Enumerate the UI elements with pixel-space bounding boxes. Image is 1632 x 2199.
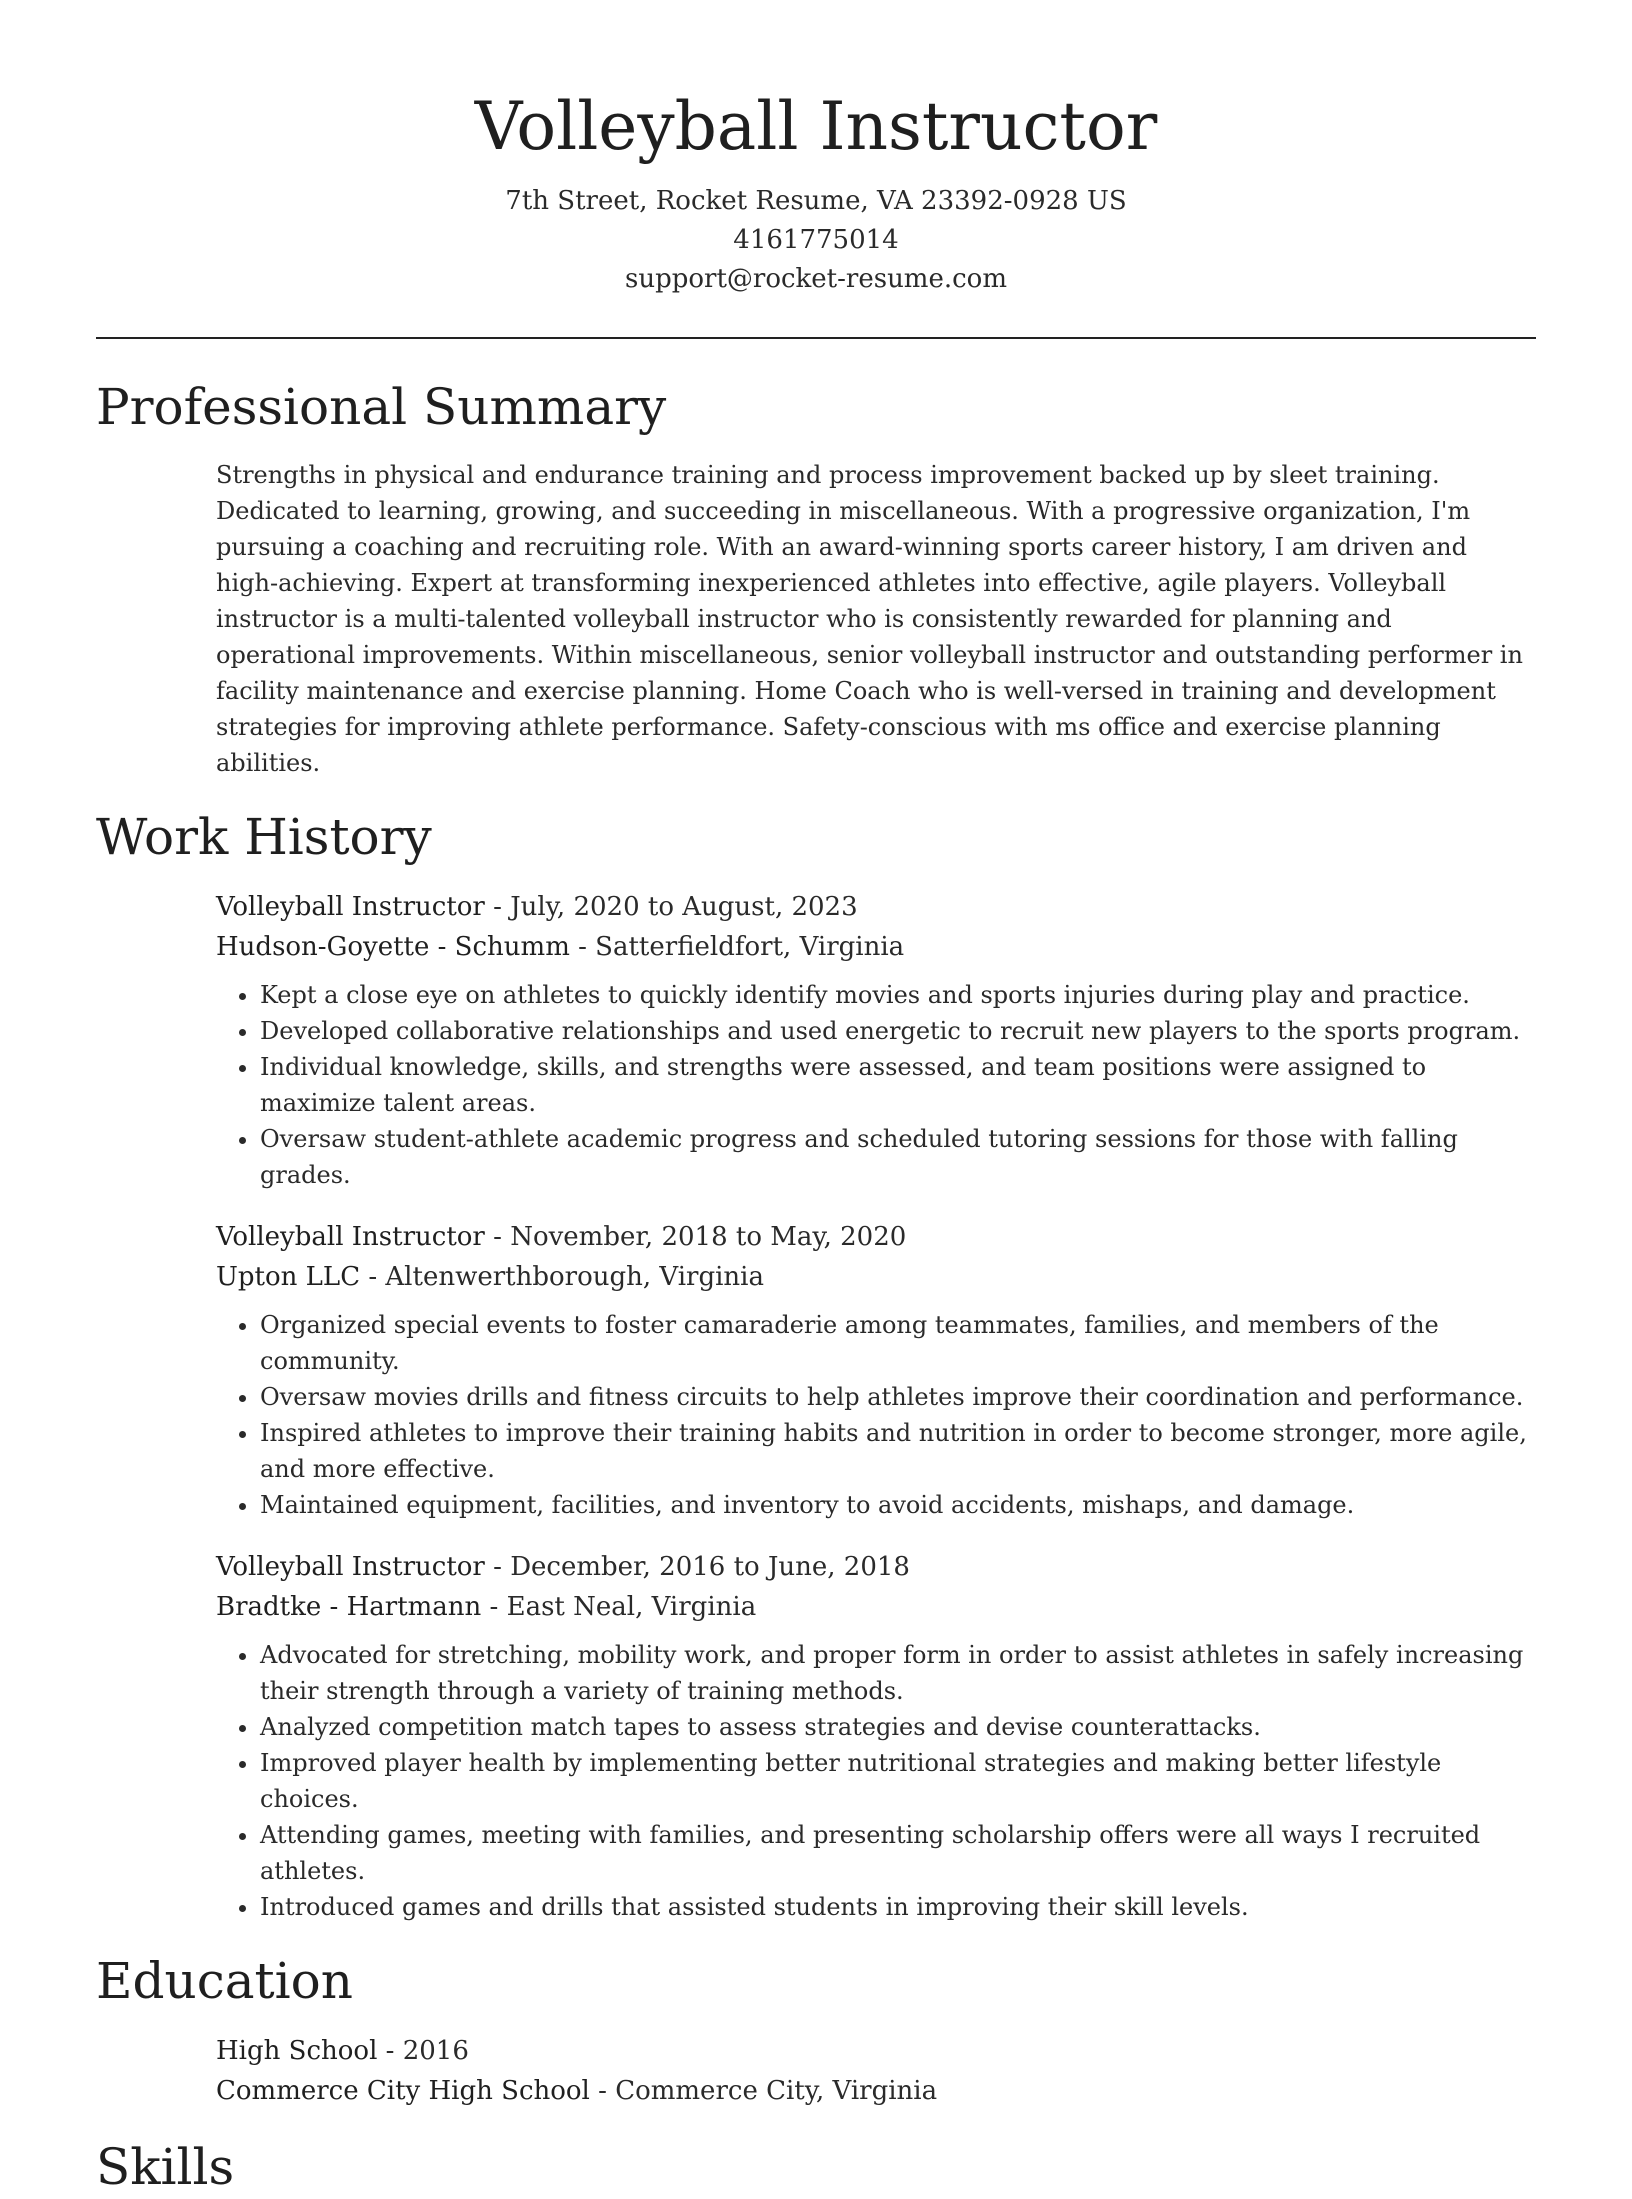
job-company: Hudson-Goyette - Schumm <box>216 932 570 962</box>
job-bullet: • Attending games, meeting with families, and presenting scholarship offers were all ways I recruited athletes. <box>260 1817 1536 1889</box>
job-entry <box>216 1547 1536 1925</box>
job-heading <box>216 1547 1536 1587</box>
resume-header <box>96 0 1536 299</box>
job-bullets <box>216 1637 1536 1925</box>
section-title-skills: Skills <box>96 2138 235 2196</box>
job-bullet: • Developed collaborative relationships and used energetic to recruit new players to the sports program. <box>260 1013 1536 1049</box>
job-bullet: • Improved player health by implementing better nutritional strategies and making better lifestyle choices. <box>260 1745 1536 1817</box>
job-bullet: • Inspired athletes to improve their training habits and nutrition in order to become stronger, more agile, and more effective. <box>260 1415 1536 1487</box>
job-location: - Satterfieldfort, Virginia <box>569 932 905 962</box>
work-history-section <box>96 805 1536 1925</box>
contact-email: support@rocket-resume.com <box>624 264 1007 294</box>
section-title-education: Education <box>96 1952 353 2010</box>
header-divider <box>96 337 1536 339</box>
job-bullet: • Organized special events to foster camaraderie among teammates, families, and members of the community. <box>260 1307 1536 1379</box>
section-title-summary: Professional Summary <box>96 378 667 436</box>
job-position: Volleyball Instructor <box>216 892 485 922</box>
job-entry <box>216 1217 1536 1523</box>
job-heading <box>216 887 1536 927</box>
job-dates: - November, 2018 to May, 2020 <box>484 1222 907 1252</box>
resume-page <box>96 0 1536 2199</box>
job-position: Volleyball Instructor <box>216 1552 485 1582</box>
job-dates: - July, 2020 to August, 2023 <box>484 892 858 922</box>
education-location: - Commerce City, Virginia <box>589 2076 938 2106</box>
job-employer <box>216 1587 1536 1627</box>
job-dates: - December, 2016 to June, 2018 <box>484 1552 910 1582</box>
education-heading <box>216 2031 1536 2071</box>
job-bullet: • Advocated for stretching, mobility work, and proper form in order to assist athletes in safely increasing their strength through a variety of training methods. <box>260 1637 1536 1709</box>
summary-text: Strengths in physical and endurance training and process improvement backed up by sleet training. Dedicated to learning, growing, and succeeding in miscellaneous. With a progressive organization, I'm pursuing a coaching and recruiting role. With an award-winning sports career history, I am driven and high-achieving. Expert at transforming inexperienced athletes into effective, agile players. Volleyball instructor is a multi-talented volleyball instructor who is consistently rewarded for planning and operational improvements. Within miscellaneous, senior volleyball instructor and outstanding performer in facility maintenance and exercise planning. Home Coach who is well-versed in training and development strategies for improving athlete performance. Safety-conscious with ms office and exercise planning abilities. <box>216 461 1523 777</box>
job-employer <box>216 927 1536 967</box>
job-bullet: • Kept a close eye on athletes to quickly identify movies and sports injuries during play and practice. <box>260 977 1536 1013</box>
professional-summary-section <box>96 375 1536 781</box>
job-company: Upton LLC <box>216 1262 361 1292</box>
section-title-work: Work History <box>96 808 432 866</box>
education-degree: High School <box>216 2036 378 2066</box>
education-school-line <box>216 2071 1536 2111</box>
job-bullet: • Individual knowledge, skills, and strengths were assessed, and team positions were assigned to maximize talent areas. <box>260 1049 1536 1121</box>
job-employer <box>216 1257 1536 1297</box>
job-bullets <box>216 1307 1536 1523</box>
education-school: Commerce City High School <box>216 2076 590 2106</box>
job-location: - Altenwerthborough, Virginia <box>360 1262 764 1292</box>
contact-address: 7th Street, Rocket Resume, VA 23392-0928 US <box>505 186 1127 216</box>
job-company: Bradtke - Hartmann <box>216 1592 482 1622</box>
candidate-name: Volleyball Instructor <box>474 88 1158 165</box>
job-location: - East Neal, Virginia <box>481 1592 757 1622</box>
skills-section <box>96 2135 1536 2199</box>
education-year: - 2016 <box>377 2036 469 2066</box>
job-position: Volleyball Instructor <box>216 1222 485 1252</box>
job-heading <box>216 1217 1536 1257</box>
job-bullet: • Introduced games and drills that assisted students in improving their skill levels. <box>260 1889 1536 1925</box>
education-section <box>96 1949 1536 2111</box>
contact-phone: 4161775014 <box>733 225 899 255</box>
job-bullet: • Maintained equipment, facilities, and inventory to avoid accidents, mishaps, and damage. <box>260 1487 1536 1523</box>
job-bullet: • Oversaw movies drills and fitness circuits to help athletes improve their coordination and performance. <box>260 1379 1536 1415</box>
contact-info <box>96 182 1536 299</box>
job-entry <box>216 887 1536 1193</box>
job-bullets <box>216 977 1536 1193</box>
job-bullet: • Analyzed competition match tapes to assess strategies and devise counterattacks. <box>260 1709 1536 1745</box>
job-bullet: • Oversaw student-athlete academic progress and scheduled tutoring sessions for those with falling grades. <box>260 1121 1536 1193</box>
